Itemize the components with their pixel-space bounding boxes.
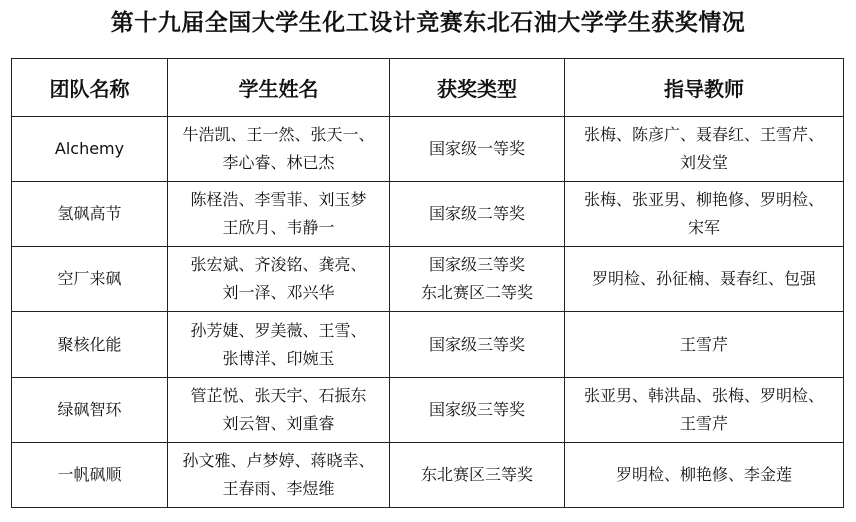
advisors-cell [565, 442, 844, 507]
award-line: 东北赛区二等奖 [420, 283, 533, 303]
student-line: 刘一泽、邓兴华 [222, 283, 335, 303]
award-cell [390, 377, 565, 442]
table-row [12, 247, 844, 312]
table-row [12, 182, 844, 247]
team-name-cell: 氢砜高节 [12, 182, 168, 247]
header-award-type: 获奖类型 [390, 59, 565, 117]
award-line: 国家级三等奖 [428, 255, 525, 275]
advisors-cell [565, 312, 844, 377]
students-cell [168, 377, 390, 442]
student-line: 孙芳婕、罗美薇、王雪、 [190, 320, 367, 340]
award-cell [390, 442, 565, 507]
page-title: 第十九届全国大学生化工设计竞赛东北石油大学学生获奖情况 [110, 9, 746, 36]
student-line: 刘云智、刘重睿 [222, 413, 335, 433]
team-name-cell: Alchemy [12, 117, 168, 182]
team-name-cell: 一帆砜顺 [12, 442, 168, 507]
header-advisors: 指导教师 [565, 59, 844, 117]
student-line: 王欣月、韦静一 [222, 218, 335, 238]
student-line: 张宏斌、齐浚铭、龚亮、 [190, 255, 367, 275]
students-cell [168, 312, 390, 377]
advisor-line: 张梅、张亚男、柳艳修、罗明检、 [583, 190, 824, 210]
award-line: 国家级三等奖 [428, 399, 525, 419]
advisor-line: 罗明检、孙征楠、聂春红、包强 [591, 269, 816, 289]
student-line: 张博洋、印婉玉 [222, 348, 335, 368]
advisors-cell [565, 182, 844, 247]
student-line: 牛浩凯、王一然、张天一、 [182, 125, 375, 145]
advisor-line: 宋军 [687, 218, 720, 238]
student-line: 陈柽浩、李雪菲、刘玉梦 [190, 190, 367, 210]
advisors-cell [565, 377, 844, 442]
awards-table [11, 58, 844, 508]
award-line: 国家级一等奖 [428, 139, 525, 159]
students-cell [168, 247, 390, 312]
award-line: 国家级二等奖 [428, 204, 525, 224]
students-cell [168, 442, 390, 507]
advisors-cell [565, 117, 844, 182]
award-cell [390, 117, 565, 182]
team-name-cell: 绿砜智环 [12, 377, 168, 442]
award-cell [390, 182, 565, 247]
award-line: 东北赛区三等奖 [420, 464, 533, 484]
header-student-names: 学生姓名 [168, 59, 390, 117]
advisors-cell [565, 247, 844, 312]
table-row [12, 312, 844, 377]
students-cell [168, 117, 390, 182]
advisor-line: 张梅、陈彦广、聂春红、王雪芹、 [583, 125, 824, 145]
student-line: 李心睿、林已杰 [222, 153, 335, 173]
student-line: 孙文雅、卢梦婷、蒋晓幸、 [182, 450, 375, 470]
award-cell [390, 312, 565, 377]
student-line: 管芷悦、张天宇、石振东 [190, 385, 367, 405]
advisor-line: 王雪芹 [679, 413, 728, 433]
table-row [12, 117, 844, 182]
team-name-cell: 空厂来砜 [12, 247, 168, 312]
header-team-name: 团队名称 [12, 59, 168, 117]
students-cell [168, 182, 390, 247]
advisor-line: 王雪芹 [679, 334, 728, 354]
award-line: 国家级三等奖 [428, 334, 525, 354]
advisor-line: 罗明检、柳艳修、李金莲 [615, 464, 792, 484]
table-header-row [12, 59, 844, 117]
team-name-cell: 聚核化能 [12, 312, 168, 377]
advisor-line: 张亚男、韩洪晶、张梅、罗明检、 [583, 385, 824, 405]
student-line: 王春雨、李煜维 [222, 478, 335, 498]
award-cell [390, 247, 565, 312]
table-row [12, 377, 844, 442]
table-row [12, 442, 844, 507]
advisor-line: 刘发堂 [679, 153, 728, 173]
